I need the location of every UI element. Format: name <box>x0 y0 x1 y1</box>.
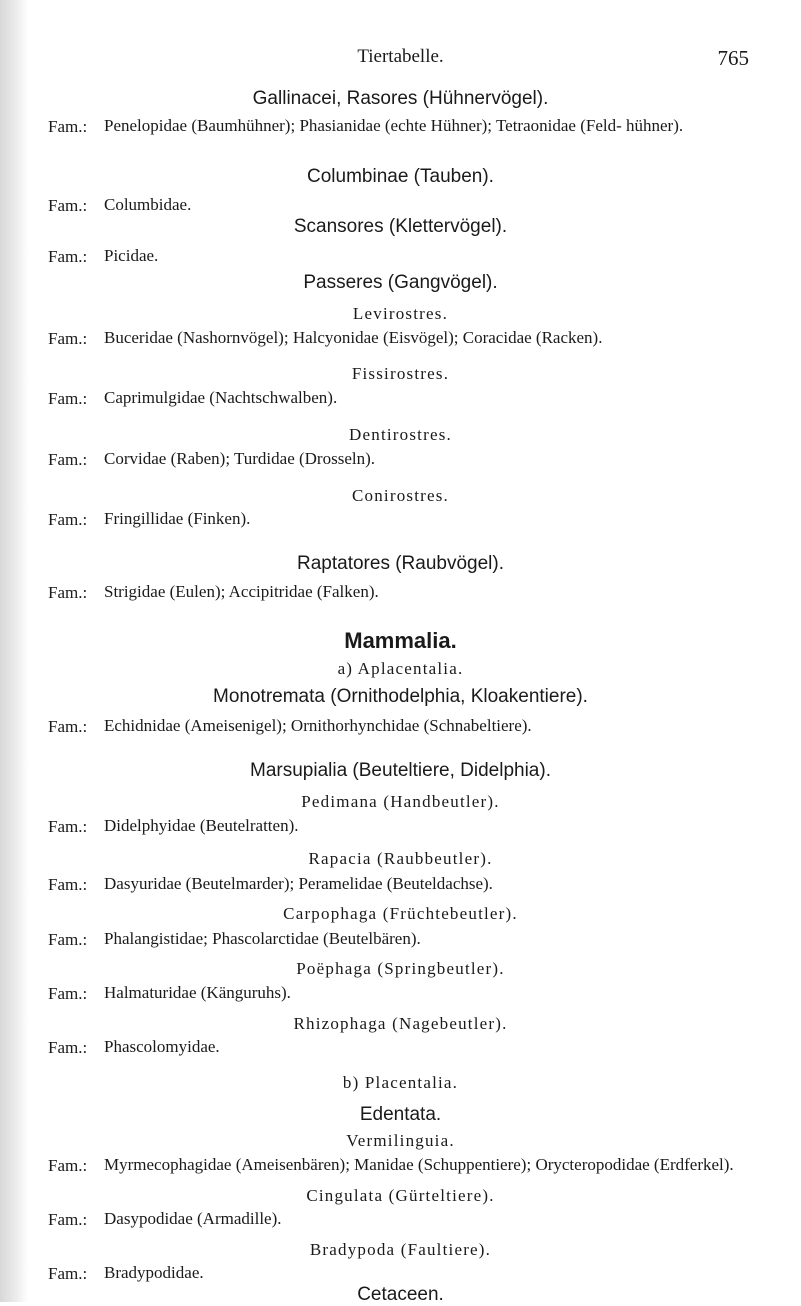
family-list: Caprimulgidae (Nachtschwalben). <box>104 388 338 407</box>
fam-label: Fam.: <box>48 1210 88 1229</box>
fam-label: Fam.: <box>48 930 88 949</box>
suborder-heading: Poëphaga (Springbeutler). <box>296 959 505 978</box>
suborder-heading: Fissirostres. <box>351 364 450 383</box>
order-heading: Passeres (Gangvögel). <box>303 272 498 293</box>
family-list: Didelphyidae (Beutelratten). <box>104 816 299 835</box>
order-heading: Gallinacei, Rasores (Hühnervögel). <box>252 88 549 109</box>
class-heading: Mammalia. <box>344 628 457 653</box>
fam-label: Fam.: <box>48 450 88 469</box>
suborder-heading: Vermilinguia. <box>346 1131 455 1150</box>
subclass-heading: a) Aplacentalia. <box>337 659 464 678</box>
family-list: Corvidae (Raben); Turdidae (Drosseln). <box>104 449 376 468</box>
family-list: Fringillidae (Finken). <box>104 509 251 528</box>
family-list: Columbidae. <box>104 195 192 214</box>
page-number: 765 <box>717 46 749 70</box>
suborder-heading: Bradypoda (Faultiere). <box>309 1240 492 1259</box>
fam-label: Fam.: <box>48 196 88 215</box>
family-list: Penelopidae (Baumhühner); Phasianidae (echte Hühner); Tetraonidae (Feld- hühner). <box>104 116 684 135</box>
order-heading: Columbinae (Tauben). <box>307 166 494 187</box>
family-list: Echidnidae (Ameisenigel); Ornithorhynchidae (Schnabeltiere). <box>104 716 532 735</box>
order-heading: Raptatores (Raubvögel). <box>297 553 504 574</box>
family-list: Strigidae (Eulen); Accipitridae (Falken). <box>104 582 379 601</box>
family-list: Buceridae (Nashornvögel); Halcyonidae (Eisvögel); Coracidae (Racken). <box>104 328 603 347</box>
order-heading: Edentata. <box>359 1104 442 1125</box>
fam-label: Fam.: <box>48 1038 88 1057</box>
running-header <box>0 46 801 76</box>
suborder-heading: Conirostres. <box>351 486 450 505</box>
subclass-heading: b) Placentalia. <box>342 1073 459 1092</box>
fam-label: Fam.: <box>48 389 88 408</box>
family-list: Dasypodidae (Armadille). <box>104 1209 282 1228</box>
fam-label: Fam.: <box>48 329 88 348</box>
family-list: Phascolomyidae. <box>104 1037 220 1056</box>
order-heading: Monotremata (Ornithodelphia, Kloakentiere). <box>213 686 588 707</box>
fam-label: Fam.: <box>48 117 88 136</box>
suborder-heading: Dentirostres. <box>349 425 452 444</box>
fam-label: Fam.: <box>48 510 88 529</box>
family-list: Myrmecophagidae (Ameisenbären); Manidae (Schuppentiere); Orycteropodidae (Erdferkel). <box>104 1155 734 1174</box>
suborder-heading: Levirostres. <box>352 304 449 323</box>
family-list: Halmaturidae (Känguruhs). <box>104 983 291 1002</box>
suborder-heading: Rapacia (Raubbeutler). <box>308 849 493 868</box>
suborder-heading: Pedimana (Handbeutler). <box>301 792 500 811</box>
order-heading: Marsupialia (Beuteltiere, Didelphia). <box>250 760 551 781</box>
suborder-heading: Carpophaga (Früchtebeutler). <box>283 904 518 923</box>
fam-label: Fam.: <box>48 875 88 894</box>
family-list: Bradypodidae. <box>104 1263 204 1282</box>
family-list: Phalangistidae; Phascolarctidae (Beutelbären). <box>104 929 421 948</box>
fam-label: Fam.: <box>48 1264 88 1283</box>
fam-label: Fam.: <box>48 583 88 602</box>
suborder-heading: Cingulata (Gürteltiere). <box>306 1186 495 1205</box>
order-heading: Scansores (Klettervögel). <box>293 216 508 237</box>
family-list: Dasyuridae (Beutelmarder); Peramelidae (Beuteldachse). <box>104 874 493 893</box>
fam-label: Fam.: <box>48 984 88 1003</box>
fam-label: Fam.: <box>48 1156 88 1175</box>
fam-label: Fam.: <box>48 247 88 266</box>
order-heading: Cetaceen. <box>357 1284 444 1305</box>
running-title: Tiertabelle. <box>357 46 444 67</box>
family-list: Picidae. <box>104 246 159 265</box>
fam-label: Fam.: <box>48 817 88 836</box>
fam-label: Fam.: <box>48 717 88 736</box>
suborder-heading: Rhizophaga (Nagebeutler). <box>293 1014 508 1033</box>
